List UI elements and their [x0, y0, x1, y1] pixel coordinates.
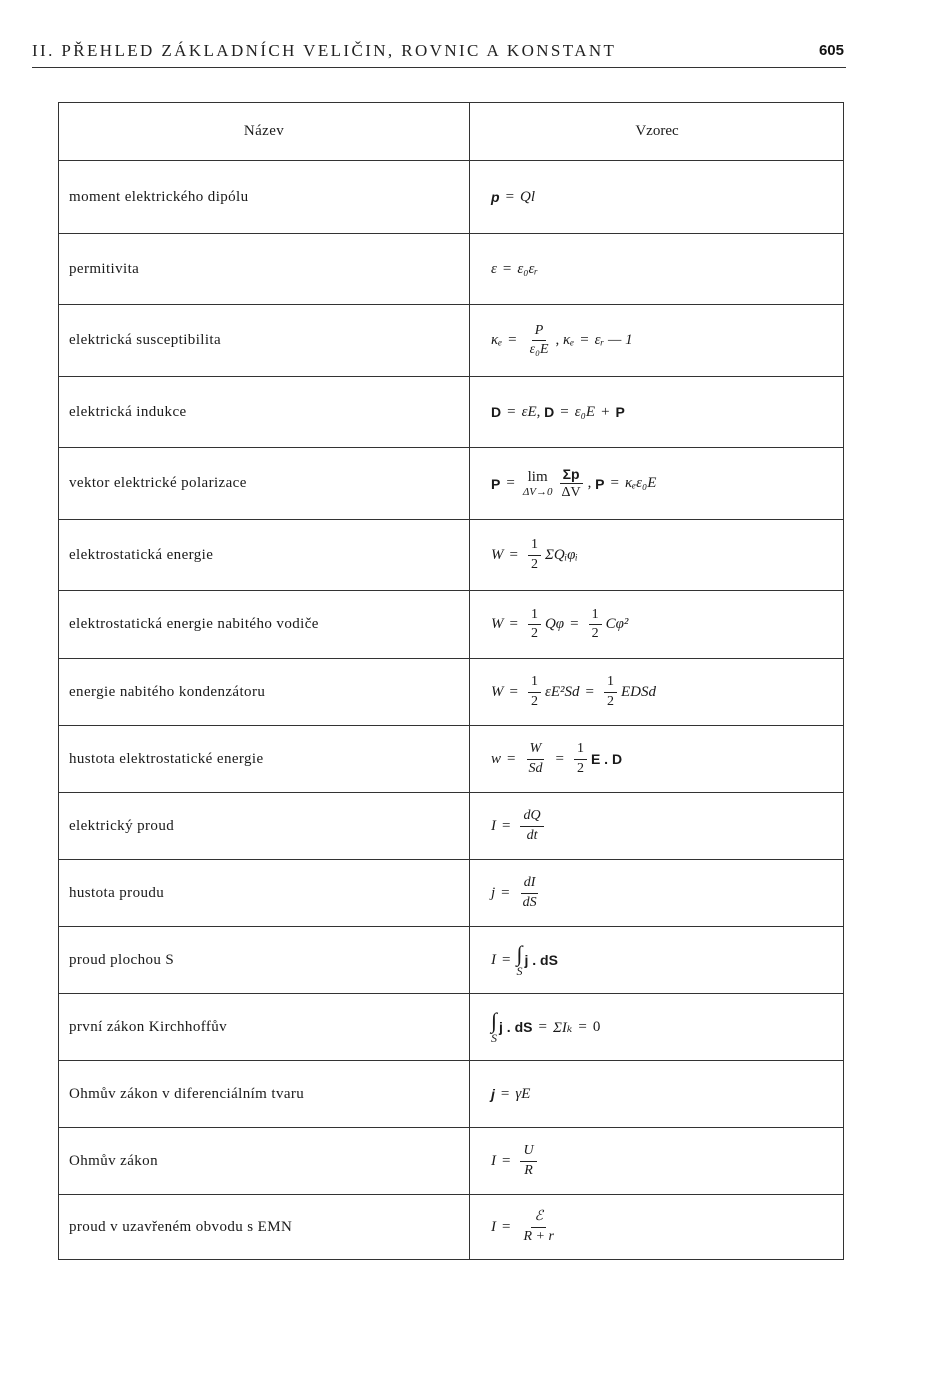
formula: κₑ = $\frac{P}{\text{ε₀E}}$ , κₑ = εᵣ — 1: [491, 322, 633, 357]
table-row: [59, 377, 843, 448]
formula-expression: εᵣ — 1: [594, 332, 633, 348]
integral-sign: ∫ S: [491, 1008, 498, 1045]
formula-symbol: κₑ: [491, 332, 503, 348]
table-row: [59, 927, 843, 994]
formula-symbol: ε: [491, 260, 497, 277]
fraction: $\frac{\text{ℰ}}{R + r}$: [523, 1209, 554, 1244]
quantity-name: vektor elektrické polarizace: [69, 475, 247, 491]
formula: w = $\frac{W}{Sd}$ = $\frac{1}{2}$ E . D: [491, 741, 623, 776]
quantity-name: elektrostatická energie nabitého vodiče: [69, 616, 319, 632]
fraction: $\frac{1}{2}$: [528, 607, 541, 642]
fraction: $\frac{U}{R}$: [520, 1143, 536, 1178]
formula: W = $\frac{1}{2}$ ΣQᵢφᵢ: [491, 537, 578, 572]
formula: I = ∫ S j . dS: [491, 941, 558, 978]
formula-table: [58, 102, 844, 1260]
limit: lim ΔV→0: [522, 469, 553, 498]
table-row: [59, 1195, 843, 1259]
quantity-name: hustota proudu: [69, 884, 165, 901]
table-row: [59, 520, 843, 591]
table-row: [59, 234, 843, 305]
table-row: [59, 994, 843, 1061]
fraction: $\frac{P}{\text{ε₀E}}$: [529, 322, 549, 357]
formula: p = Ql: [491, 188, 536, 205]
formula: P = lim ΔV→0 $\frac{\Sigma p}{\Delta V}$ , P = κₑε₀E: [491, 465, 657, 500]
formula: W = $\frac{1}{2}$ Qφ = $\frac{1}{2}$ Cφ²: [491, 606, 629, 641]
quantity-name: permitivita: [69, 260, 140, 277]
quantity-name: proud plochou S: [69, 951, 175, 968]
quantity-name: Ohmův zákon: [69, 1152, 158, 1169]
table-row: [59, 860, 843, 927]
quantity-name: hustota elektrostatické energie: [69, 750, 264, 767]
formula: j = γE: [491, 1085, 531, 1102]
quantity-name: elektrický proud: [69, 817, 175, 834]
fraction: $\frac{\Sigma p}{\Delta V}$: [561, 465, 581, 500]
page-number: 605: [818, 42, 844, 59]
fraction: $\frac{1}{2}$: [604, 674, 617, 709]
formula: W = $\frac{1}{2}$ εE²Sd = $\frac{1}{2}$ EDSd: [491, 674, 657, 709]
formula-expression: ε₀εᵣ: [517, 260, 539, 277]
formula: I = $\frac{U}{R}$: [491, 1128, 839, 1194]
formula: I = $\frac{\text{ℰ}}{R + r}$: [491, 1195, 839, 1259]
formula: D = εE , D = ε₀E + P: [491, 403, 625, 420]
integral-sign: ∫ S: [516, 941, 523, 978]
quantity-name: první zákon Kirchhoffův: [69, 1018, 228, 1035]
table-row: [59, 793, 843, 860]
fraction: $\frac{1}{2}$: [528, 674, 541, 709]
formula-symbol: κₑ: [563, 332, 575, 348]
fraction: $\frac{1}{2}$: [574, 741, 587, 776]
page-header: [32, 41, 846, 68]
table-row: [59, 448, 843, 520]
quantity-name: energie nabitého kondenzátoru: [69, 683, 266, 700]
table-row: [59, 1128, 843, 1195]
fraction: $\frac{dI}{dS}$: [522, 875, 537, 910]
formula-symbol: p: [491, 189, 500, 205]
chapter-title: II. PŘEHLED ZÁKLADNÍCH VELIČIN, ROVNIC A KONSTANT: [32, 41, 617, 60]
table-header-row: [59, 103, 843, 161]
table-row: [59, 659, 843, 726]
quantity-name: elektrická susceptibilita: [69, 332, 222, 348]
fraction: $\frac{dQ}{dt}$: [520, 808, 543, 843]
formula: j = $\frac{dI}{dS}$: [491, 860, 839, 926]
table-row: [59, 305, 843, 377]
fraction: $\frac{W}{Sd}$: [528, 741, 543, 776]
table-row: [59, 726, 843, 793]
formula: I = $\frac{dQ}{dt}$: [491, 793, 839, 859]
formula-expression: Ql: [520, 188, 536, 205]
quantity-name: elektrostatická energie: [69, 546, 214, 563]
quantity-name: elektrická indukce: [69, 403, 187, 420]
column-header-formula: Vzorec: [635, 123, 679, 139]
fraction: $\frac{1}{2}$: [589, 607, 602, 642]
quantity-name: proud v uzavřeném obvodu s EMN: [69, 1218, 293, 1235]
fraction: $\frac{1}{2}$: [528, 537, 541, 572]
table-row: [59, 161, 843, 234]
quantity-name: moment elektrického dipólu: [69, 188, 249, 205]
formula: ∫ S j . dS = ΣIₖ = 0: [491, 1008, 601, 1045]
quantity-name: Ohmův zákon v diferenciálním tvaru: [69, 1085, 305, 1102]
formula: ε = ε₀εᵣ: [491, 260, 539, 277]
table-row: [59, 591, 843, 659]
column-header-name: Název: [243, 123, 285, 139]
table-row: [59, 1061, 843, 1128]
